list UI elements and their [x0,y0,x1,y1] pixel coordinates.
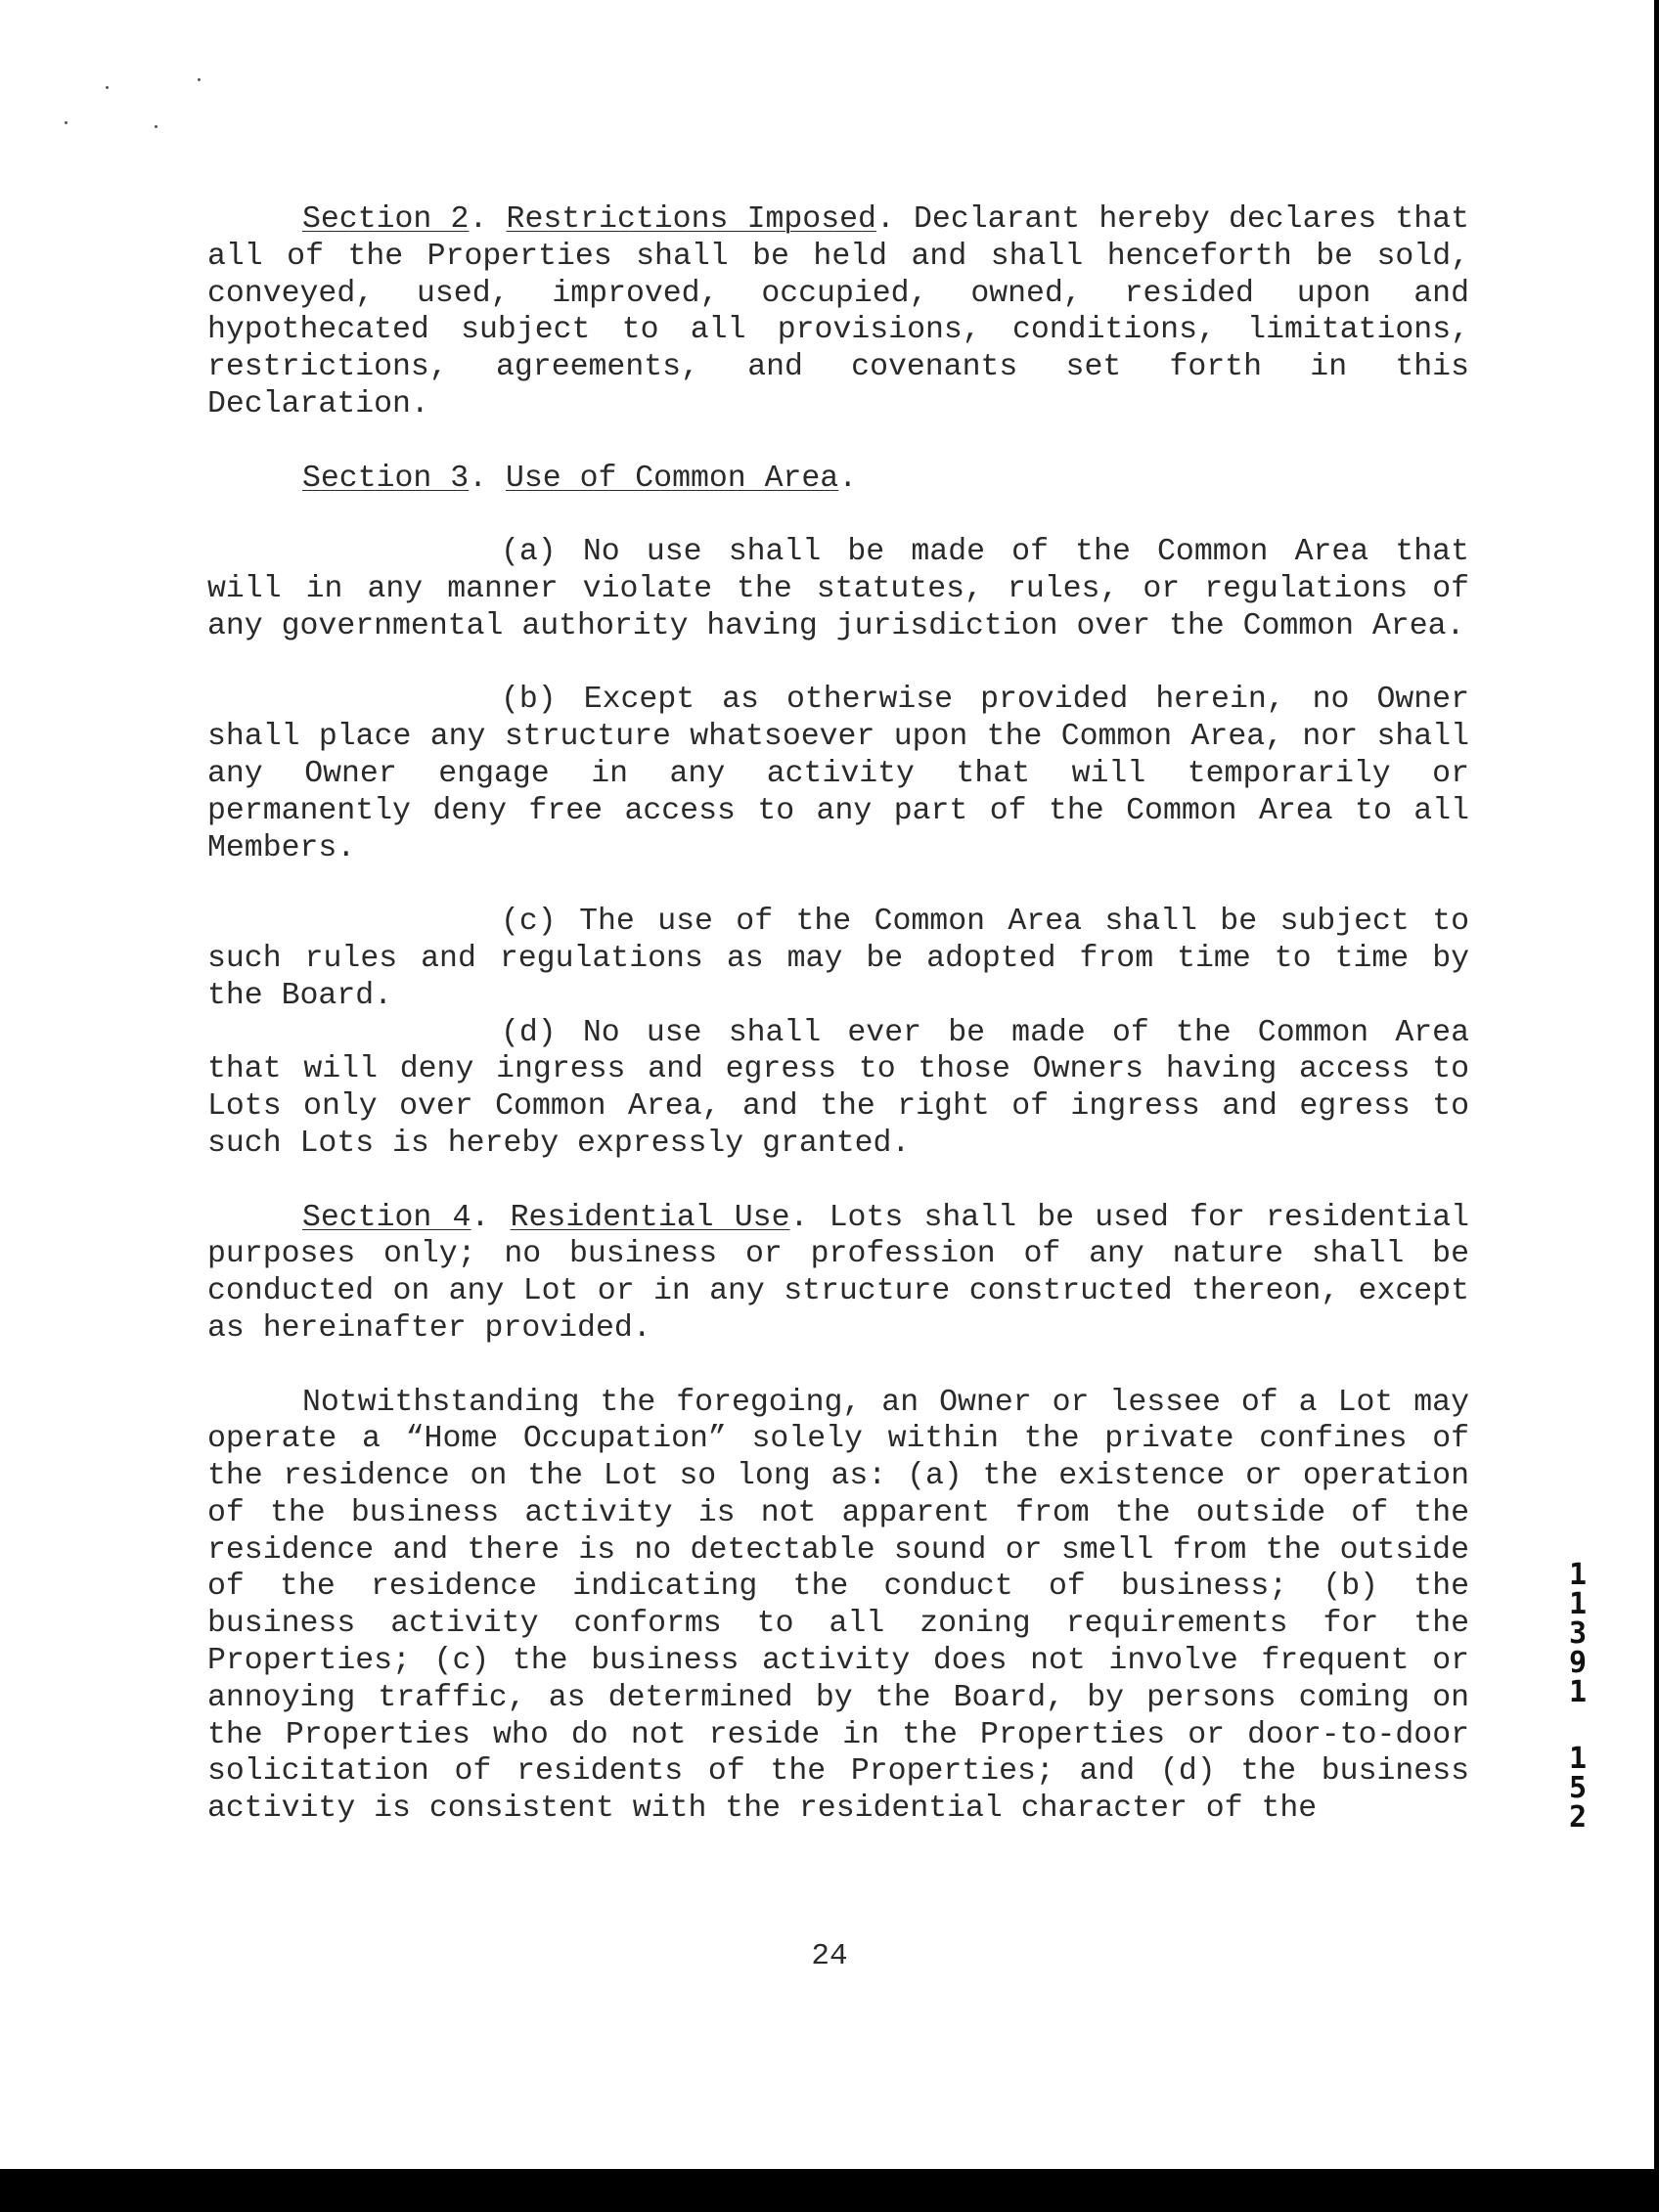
scan-speck [65,121,67,124]
section-4-paragraph: Section 4. Residential Use. Lots shall be used for residential purposes only; no business or profession of any nature shall be conducted on any Lot or in any structure constructed thereon, except as hereinafter provided. [207,1200,1469,1346]
scan-speck [198,78,201,81]
home-occupation-paragraph: Notwithstanding the foregoing, an Owner or lessee of a Lot may operate a “Home Occupation” solely within the private confines of the residence on the Lot so long as: (a) the existence or operation of the business activity is not apparent from the outside of the residence and there is no detectable sound or smell from the outside of the residence indicating the conduct of business; (b) the business activity conforms to all zoning requirements for the Properties; (c) the business activity does not involve frequent or annoying traffic, as determined by the Board, by persons coming on the Properties who do not reside in the Properties or door-to-door solicitation of residents of the Properties; and (d) the business activity is consistent with the residential character of the [207,1385,1469,1827]
section-3-heading-line: Section 3. Use of Common Area. [302,461,858,496]
section-3-item-a: (a) No use shall be made of the Common Area that will in any manner violate the statutes, rules, or regulations of any governmental authority having jurisdiction over the Common Area. [207,535,1469,643]
section-2-heading: Section 2 [302,202,470,237]
side-stamp [1563,1558,1592,1835]
side-stamp-char: 1 [1568,1675,1588,1709]
page-number: 24 [811,1939,848,1973]
side-stamp-char: 3 [1568,1616,1588,1651]
section-2-paragraph: Section 2. Restrictions Imposed. Declarant hereby declares that all of the Properties shall be held and shall henceforth be sold, conveyed, used, improved, occupied, owned, resided upon and hypothecated subject to all provisions, conditions, limitations, restrictions, agreements, and covenants set forth in this Declaration. [207,202,1469,421]
section-4-text: Lots shall be used for residential purposes only; no business or profession of any nature shall be conducted on any Lot or in any structure constructed thereon, except as hereinafter provided. [207,1200,1469,1346]
side-stamp-char: 1 [1568,1558,1588,1592]
section-4-heading: Section 4 [302,1200,471,1235]
section-2-title: Restrictions Imposed [506,202,876,237]
section-3-item-d: (d) No use shall ever be made of the Common Area that will deny ingress and egress to those Owners having access to Lots only over Common Area, and the right of ingress and egress to such Lots is hereby expressly granted. [207,1015,1469,1161]
section-3-item-c: (c) The use of the Common Area shall be subject to such rules and regulations as may be adopted from time to time by the Board. [207,905,1469,1013]
section-3-heading: Section 3 [302,461,470,496]
side-stamp-char: 1 [1568,1587,1588,1621]
section-2-text: Declarant hereby declares that all of the Properties shall be held and shall henceforth be sold, conveyed, used, improved, occupied, owned, resided upon and hypothecated subject to all provisions, conditions, limitations, restrictions, agreements, and covenants set forth in this Declaration. [207,202,1469,421]
side-stamp-char: 1 [1568,1742,1588,1776]
side-stamp-char: 2 [1568,1800,1588,1835]
scan-speck [155,125,157,128]
scan-edge-bottom [0,2169,1659,2212]
side-stamp-char: 5 [1568,1771,1588,1805]
section-3-title: Use of Common Area [505,461,839,496]
document-body [207,201,1469,1828]
side-stamp-char: 9 [1568,1646,1588,1680]
section-4-title: Residential Use [510,1200,790,1235]
scan-edge-right [1654,0,1659,2212]
section-3-item-b: (b) Except as otherwise provided herein, no Owner shall place any structure whatsoever upon the Common Area, nor shall any Owner engage in any activity that will temporarily or permanently deny free access to any part of the Common Area to all Members. [207,683,1469,865]
scan-speck [106,86,109,89]
